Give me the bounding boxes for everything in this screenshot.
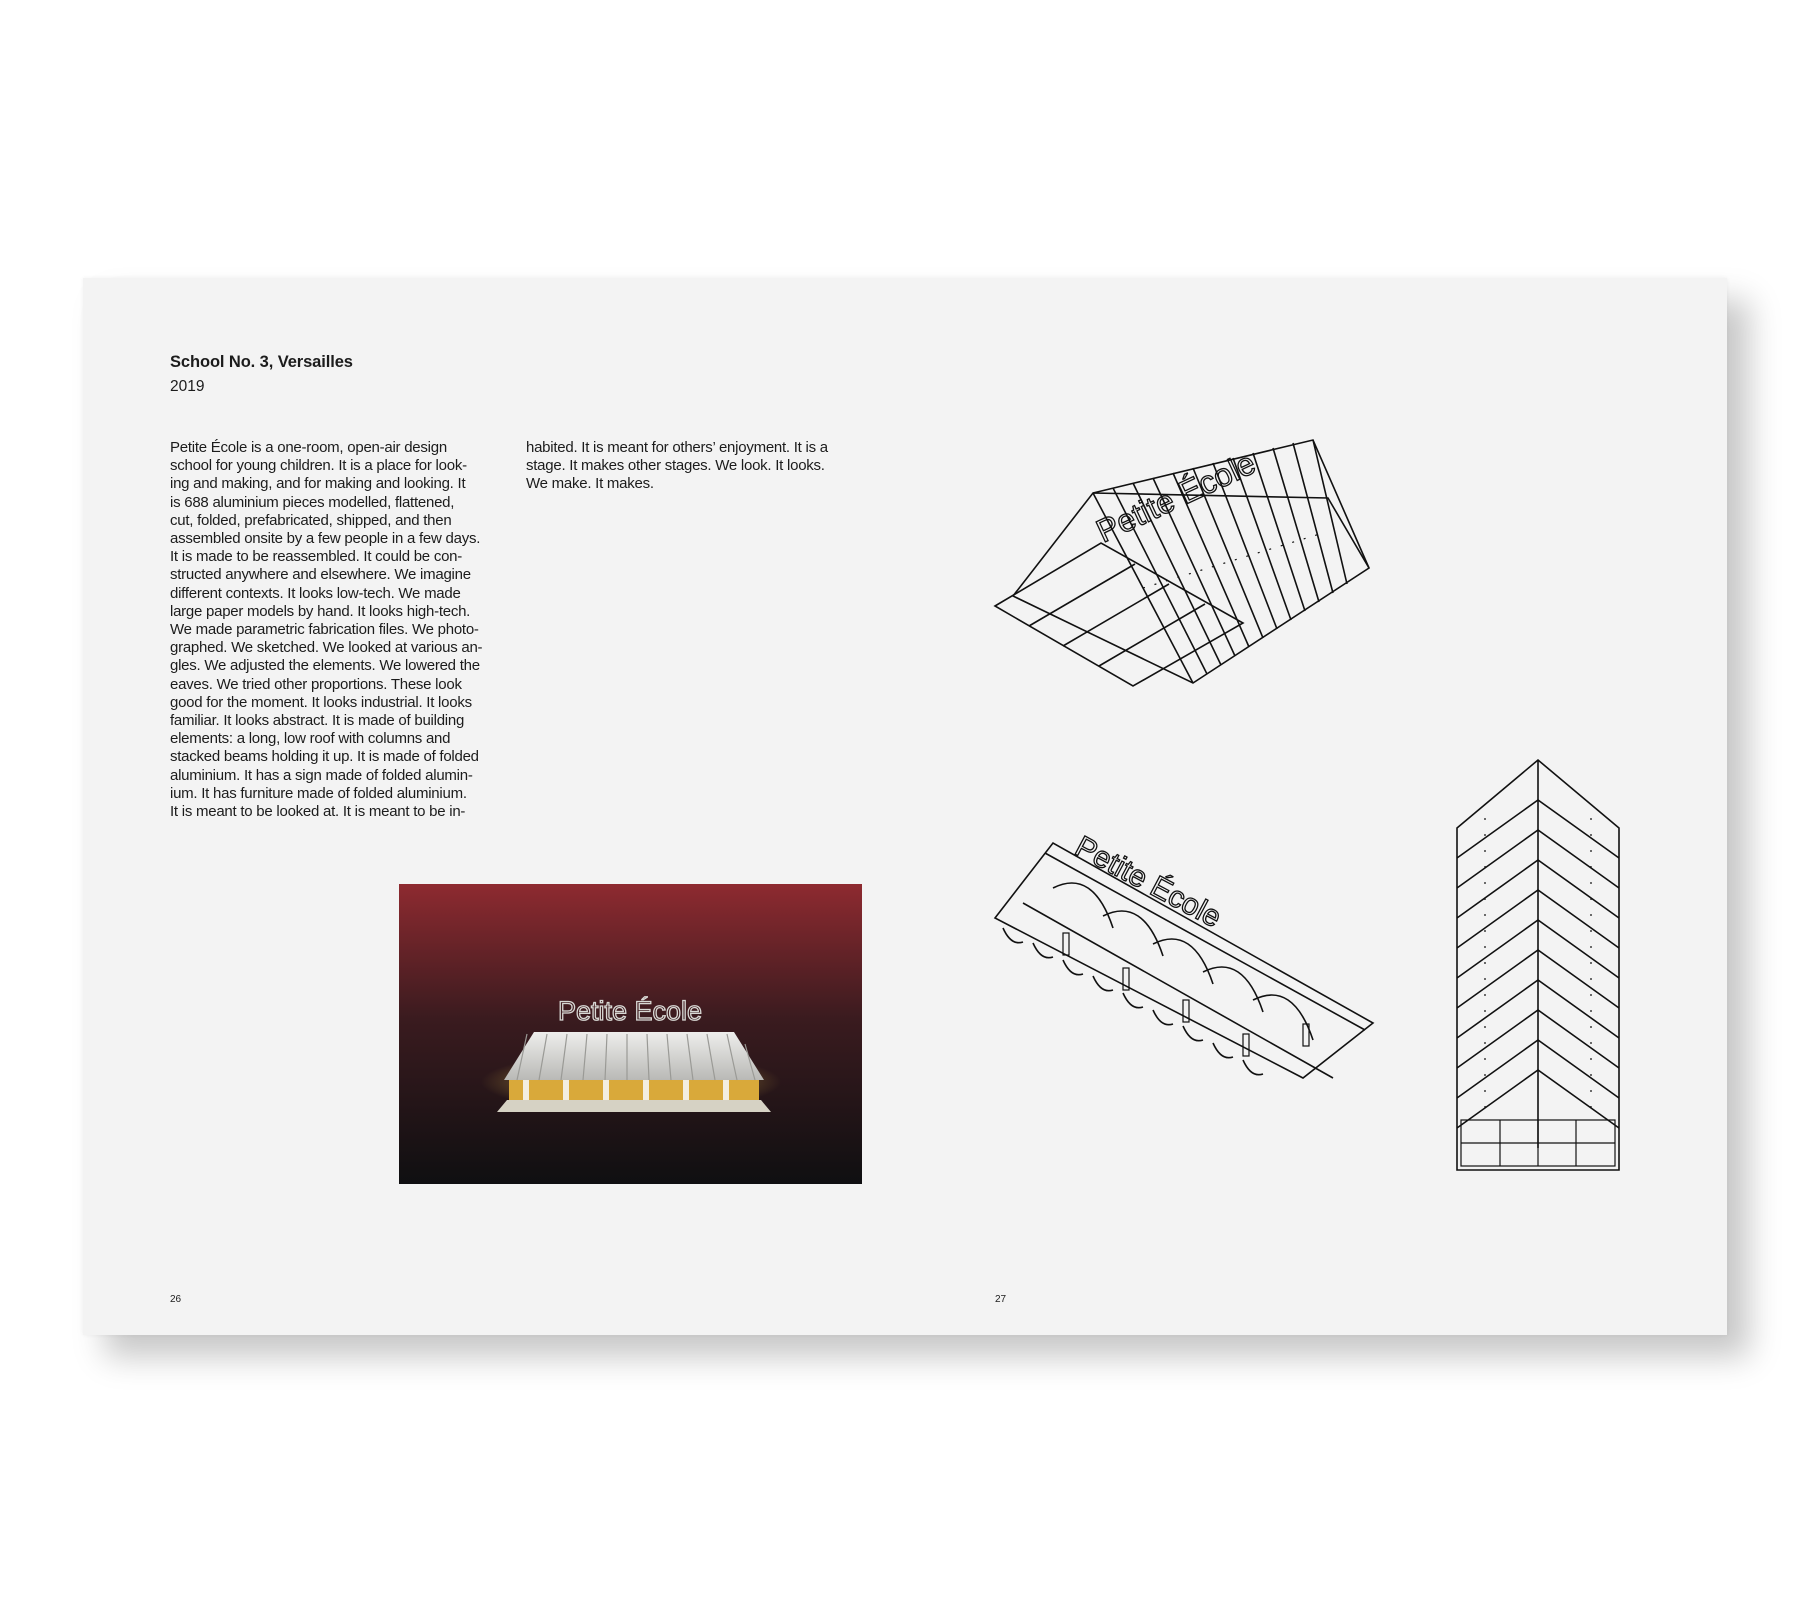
underside-structure-drawing (993, 788, 1393, 1093)
model-photograph (399, 884, 862, 1184)
plan-view-drawing (1455, 758, 1630, 1193)
book-spread (83, 278, 1727, 1335)
project-title: School No. 3, Versailles (170, 353, 353, 371)
drawing-sign-text: Petite École (1090, 444, 1261, 550)
page-number-right: 27 (995, 1294, 1007, 1305)
photo-sign-text: Petite École (557, 996, 703, 1026)
body-text-column-1: Petite École is a one-room, open-air design school for young children. It is a place for look- ing and making, and for making and looking. It is 688 aluminium pieces modelled, flattened, cut, folded, prefabricated, shipped, and then assembled onsite by a few people in a few days. It is made to be reassembled. It could be con- structed anywhere and elsewhere. We imagine different contexts. It looks low-tech. We made large paper models by hand. It looks high-tech. We made parametric fabrication files. We photo- graphed. We sketched. We looked at various an- gles. We adjusted the elements. We lowered the eaves. We tried other proportions. These look good for the moment. It looks industrial. It looks familiar. It looks abstract. It is made of building elements: a long, low roof with columns and stacked beams holding it up. It is made of folded aluminium. It has a sign made of folded alumin- ium. It has furniture made of folded aluminium. It is meant to be looked at. It is meant to be in- (170, 439, 483, 821)
project-year: 2019 (170, 378, 205, 395)
isometric-roof-drawing (993, 418, 1393, 723)
body-text-column-2: habited. It is meant for others’ enjoyment. It is a stage. It makes other stages. We look. It looks. We make. It makes. (526, 439, 828, 493)
drawing-sign-text-2: Petite École (1069, 830, 1227, 935)
page-number-left: 26 (170, 1294, 182, 1305)
